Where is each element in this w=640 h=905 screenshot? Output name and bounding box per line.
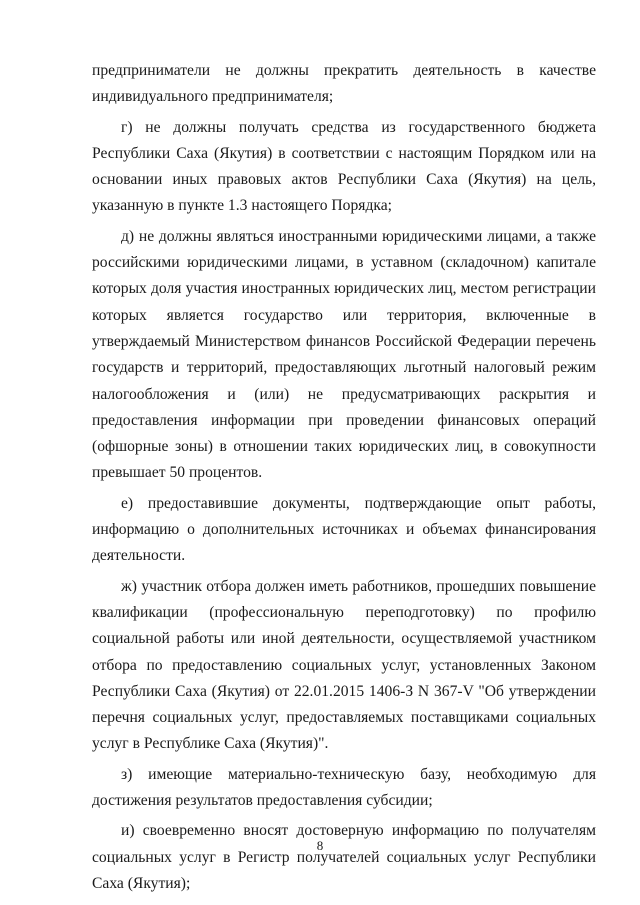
page-number: 8 [316, 838, 324, 853]
body-text [92, 58, 596, 901]
paragraph-item-e: е) предоставившие документы, подтверждающие опыт работы, информацию о дополнительных источниках и объемах финансирования деятельности. [92, 494, 596, 565]
paragraph-item-zh: ж) участник отбора должен иметь работников, прошедших повышение квалификации (профессиональную переподготовку) по профилю социальной работы или иной деятельности, осуществляемой участником отбора по предоставлению социальных услуг, установленных Законом Республики Саха (Якутия) от 22.01.2015 1406-З N 367-V "Об утверждении перечня социальных услуг, предоставляемых поставщиками социальных услуг в Республике Саха (Якутия)". [92, 577, 596, 753]
paragraph-item-z: з) имеющие материально-техническую базу, необходимую для достижения результатов предоставления субсидии; [92, 765, 596, 810]
paragraph-item-g: г) не должны получать средства из государственного бюджета Республики Саха (Якутия) в соответствии с настоящим Порядком или на основании иных правовых актов Республики Саха (Якутия) на цель, указанную в пункте 1.3 настоящего Порядка; [92, 118, 596, 215]
paragraph-continuation: предприниматели не должны прекратить деятельность в качестве индивидуального предпринимателя; [92, 62, 596, 106]
paragraph-item-d: д) не должны являться иностранными юридическими лицами, а также российскими юридическими лицами, в уставном (складочном) капитале которых доля участия иностранных юридических лиц, местом регистрации которых является государство или территория, включенные в утверждаемый Министерством финансов Российской Федерации перечень государств и территорий, предоставляющих льготный налоговый режим налогообложения и (или) не предусматривающих раскрытия и предоставления информации при проведении финансовых операций (офшорные зоны) в отношении таких юридических лиц, в совокупности превышает 50 процентов. [92, 227, 596, 482]
paragraph-item-i: и) своевременно вносят достоверную информацию по получателям социальных услуг в Регистр получателей социальных услуг Республики Саха (Якутия); [92, 822, 596, 892]
